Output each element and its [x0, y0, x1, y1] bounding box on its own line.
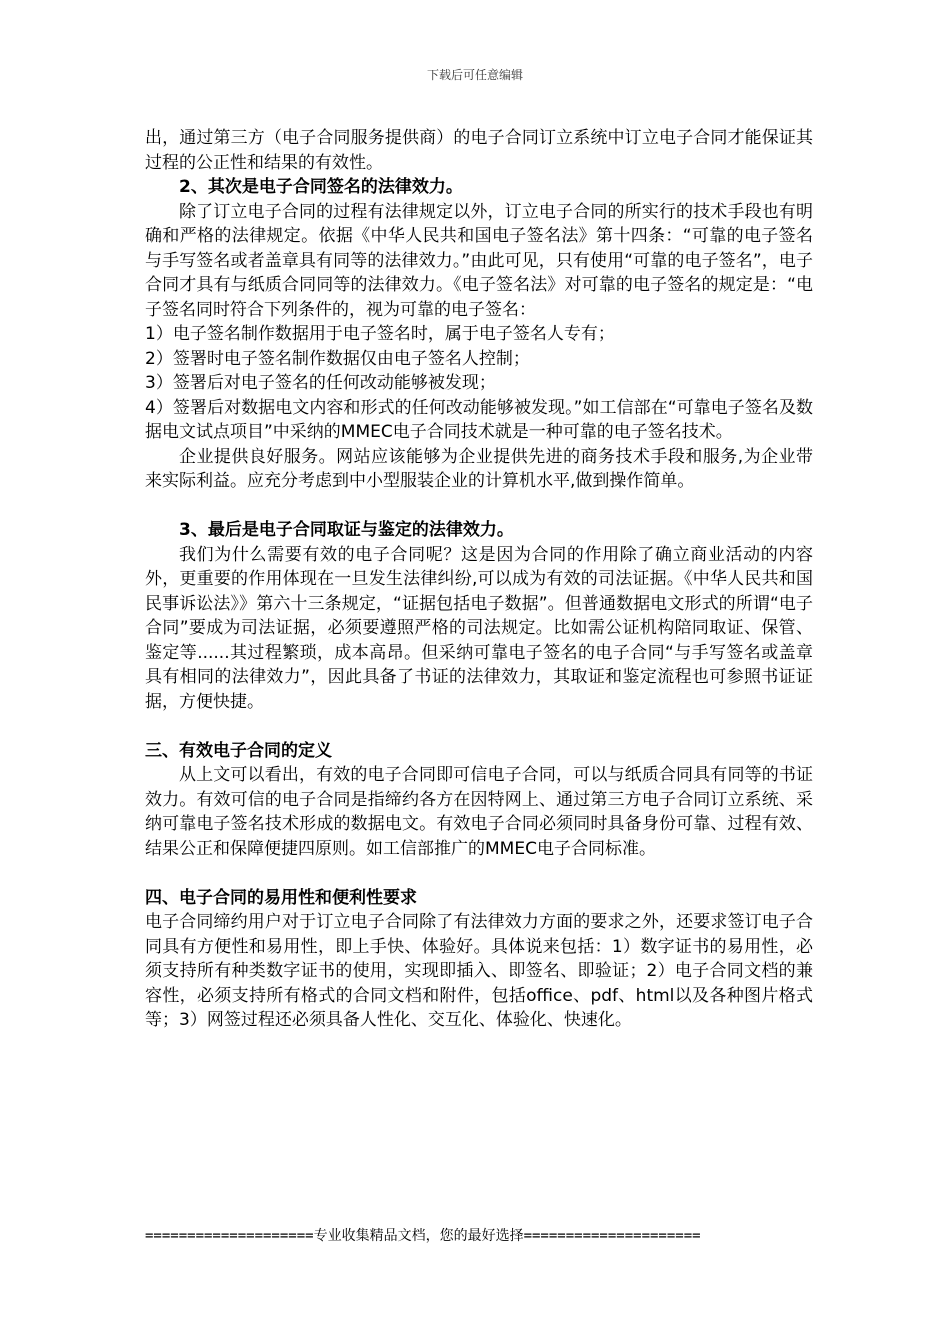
list-item-3: 3）签署后对电子签名的任何改动能够被发现；	[145, 373, 496, 393]
paragraph-service: 企业提供良好服务。网站应该能够为企业提供先进的商务技术手段和服务,为企业带来实际利益。应充分考虑到中小型服装企业的计算机水平,做到操作简单。	[145, 446, 813, 491]
section-heading-evidence: 3、最后是电子合同取证与鉴定的法律效力。	[179, 520, 514, 540]
spacer	[145, 861, 813, 886]
list-item-1: 1）电子签名制作数据用于电子签名时，属于电子签名人专有；	[145, 324, 615, 344]
paragraph-usability: 电子合同缔约用户对于订立电子合同除了有法律效力方面的要求之外，还要求签订电子合同具有方便性和易用性，即上手快、体验好。具体说来包括：1）数字证书的易用性，必须支持所有种类数字证书的使用，实现即插入、即签名、即验证；2）电子合同文档的兼容性，必须支持所有格式的合同文档和附件，包括office、pdf、html以及各种图片格式等；3）网签过程还必须具备人性化、交互化、体验化、快速化。	[145, 912, 813, 1030]
list-item-4: 4）签署后对数据电文内容和形式的任何改动能够被发现。”如工信部在“可靠电子签名及数据电文试点项目”中采纳的MMEC电子合同技术就是一种可靠的电子签名技术。	[145, 397, 813, 442]
paragraph-evidence: 我们为什么需要有效的电子合同呢？这是因为合同的作用除了确立商业活动的内容外，更重要的作用体现在一旦发生法律纠纷,可以成为有效的司法证据。《中华人民共和国民事诉讼法》》第六十三条规定，“证据包括电子数据”。但普通数据电文形式的所谓“电子合同”要成为司法证据，必须要遵照严格的司法规定。比如需公证机构陪同取证、保管、鉴定等......其过程繁琐，成本高昂。但采纳可靠电子签名的电子合同“与手写签名或盖章具有相同的法律效力”，因此具备了书证的法律效力，其取证和鉴定流程也可参照书证证据，方便快捷。	[145, 544, 813, 712]
spacer	[145, 494, 813, 519]
section-heading-signature: 2、其次是电子合同签名的法律效力。	[179, 177, 463, 197]
paragraph-definition: 从上文可以看出，有效的电子合同即可信电子合同，可以与纸质合同具有同等的书证效力。有效可信的电子合同是指缔约各方在因特网上、通过第三方电子合同订立系统、采纳可靠电子签名技术形成的数据电文。有效电子合同必须同时具备身份可靠、过程有效、结果公正和保障便捷四原则。如工信部推广的MMEC电子合同标准。	[145, 765, 813, 859]
page-header: 下载后可任意编辑	[426, 68, 523, 82]
page-footer: ====================专业收集精品文档，您的最好选择=====================	[145, 1228, 701, 1244]
paragraph-continuation: 出，通过第三方（电子合同服务提供商）的电子合同订立系统中订立电子合同才能保证其过程的公正性和结果的有效性。	[145, 128, 813, 173]
spacer	[145, 714, 813, 739]
section-heading-definition: 三、有效电子合同的定义	[145, 740, 332, 761]
paragraph-signature-law: 除了订立电子合同的过程有法律规定以外，订立电子合同的所实行的技术手段也有明确和严格的法律规定。依据《中华人民共和国电子签名法》第十四条：“可靠的电子签名与手写签名或者盖章具有同等的法律效力。”由此可见，只有使用“可靠的电子签名”，电子合同才具有与纸质合同同等的法律效力。《电子签名法》对可靠的电子签名的规定是：“电子签名同时符合下列条件的，视为可靠的电子签名：	[145, 201, 813, 320]
section-heading-usability: 四、电子合同的易用性和便利性要求	[145, 887, 417, 908]
list-item-2: 2）签署时电子签名制作数据仅由电子签名人控制；	[145, 348, 530, 369]
document-body	[145, 126, 813, 1033]
